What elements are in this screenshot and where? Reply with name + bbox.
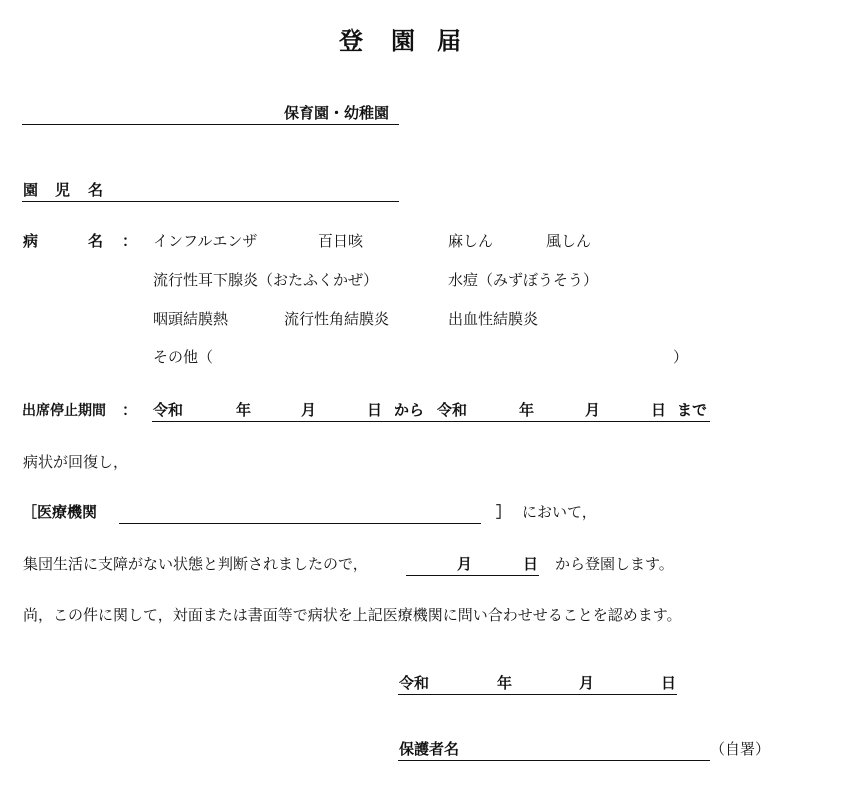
attendance-day: 日 [523, 555, 539, 573]
suspension-until-word: まで [677, 401, 708, 419]
child-label-char-3: 名 [88, 181, 104, 199]
suspension-year-from: 年 [236, 401, 252, 419]
title-char-1: 登 [339, 27, 365, 55]
attendance-text: 集団生活に支障がない状態と判断されましたので， [23, 555, 368, 573]
suspension-day-to: 日 [651, 401, 667, 419]
disease-option[interactable]: 水痘（みずぼうそう） [448, 271, 599, 289]
signature-year: 年 [497, 674, 513, 692]
guardian-name-field[interactable] [398, 760, 710, 761]
disease-option[interactable]: 流行性角結膜炎 [284, 310, 390, 328]
suspension-era-to: 令和 [437, 401, 468, 419]
signature-date-field[interactable] [398, 694, 677, 695]
disease-other-field[interactable] [222, 348, 672, 368]
disease-label-colon: ： [122, 232, 138, 250]
disease-label-char-1: 病 [23, 232, 39, 250]
suspension-colon: ： [122, 401, 138, 419]
suspension-day-from: 日 [367, 401, 383, 419]
attendance-date-field[interactable] [406, 575, 539, 576]
school-suffix: 保育園・幼稚園 [284, 104, 390, 122]
signature-month: 月 [579, 674, 595, 692]
medical-bracket-close: ］ [496, 503, 512, 521]
disease-option[interactable]: インフルエンザ [153, 232, 258, 250]
medical-institution-field[interactable] [119, 523, 481, 524]
suspension-era-from: 令和 [153, 401, 184, 419]
suspension-year-to: 年 [519, 401, 535, 419]
signature-day: 日 [661, 674, 677, 692]
title-char-2: 園 [391, 27, 417, 55]
title-char-3: 届 [437, 27, 463, 55]
attendance-suffix: から登園します。 [555, 555, 674, 573]
guardian-note: （自署） [710, 740, 771, 758]
disease-option[interactable]: 風しん [546, 232, 592, 250]
disease-option[interactable]: 出血性結膜炎 [448, 310, 539, 328]
disease-other-open: その他（ [153, 348, 214, 366]
disease-other-close: ） [673, 348, 689, 366]
recovery-text: 病状が回復し， [23, 453, 129, 471]
child-name-field[interactable] [22, 201, 399, 202]
suspension-field[interactable] [152, 421, 710, 422]
signature-era: 令和 [399, 674, 430, 692]
disease-option[interactable]: 百日咳 [318, 232, 364, 250]
medical-label: ［医療機関 [22, 503, 98, 521]
child-label-char-1: 園 [23, 181, 39, 199]
child-label-char-2: 児 [55, 181, 71, 199]
school-name-field[interactable] [22, 124, 399, 125]
guardian-label: 保護者名 [399, 740, 460, 758]
attendance-month: 月 [457, 555, 473, 573]
medical-suffix: において， [522, 503, 597, 521]
suspension-month-to: 月 [585, 401, 601, 419]
consent-text: 尚，この件に関して，対面または書面等で病状を上記医療機関に問い合わせせることを認めます。 [23, 606, 682, 624]
suspension-label: 出席停止期間 [22, 403, 106, 419]
disease-option[interactable]: 麻しん [448, 232, 494, 250]
suspension-from-word: から [394, 401, 425, 419]
disease-option[interactable]: 流行性耳下腺炎（おたふくかぜ） [153, 271, 379, 289]
disease-label-char-2: 名 [88, 232, 104, 250]
disease-option[interactable]: 咽頭結膜熱 [153, 310, 229, 328]
suspension-month-from: 月 [301, 401, 317, 419]
